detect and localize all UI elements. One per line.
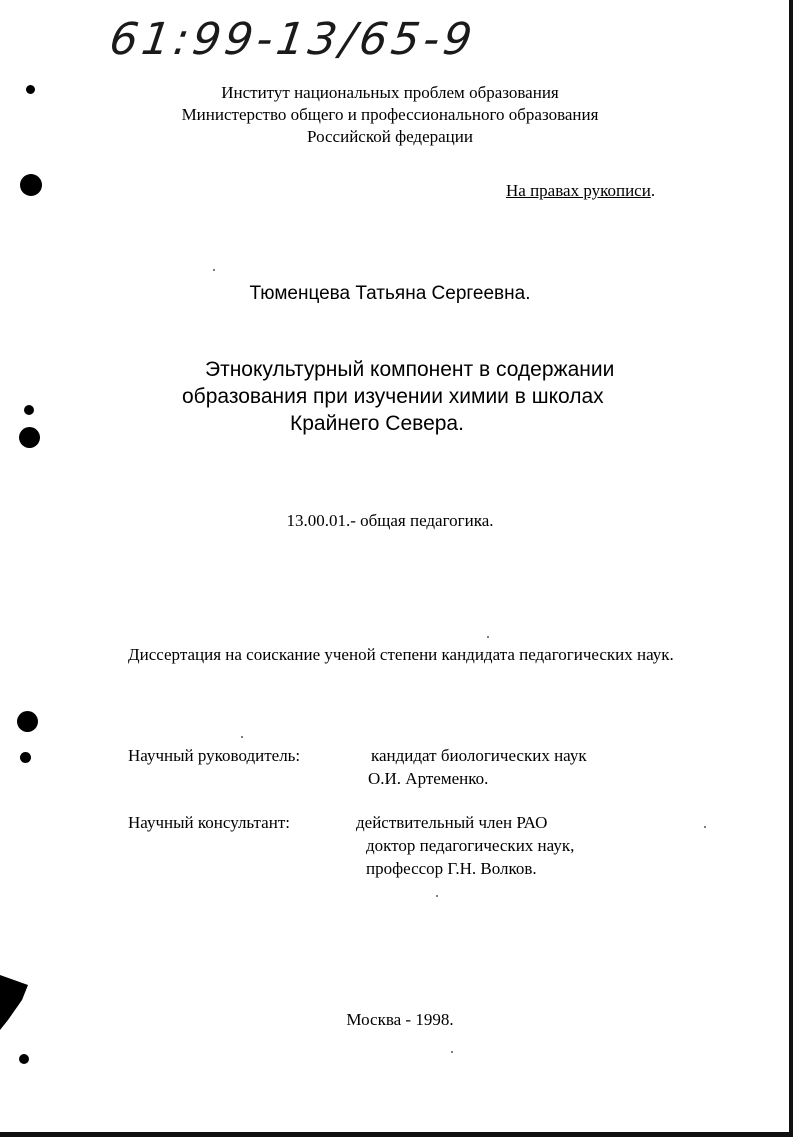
title-line: образования при изучении химии в школах: [182, 385, 604, 408]
consultant-degree: доктор педагогических наук,: [366, 836, 575, 855]
title-line: Крайнего Севера.: [290, 412, 464, 435]
author-name: Тюменцева Татьяна Сергеевна.: [249, 283, 531, 304]
consultant-title: действительный член РАО: [356, 813, 548, 832]
supervisor-name: О.И. Артеменко.: [368, 769, 489, 788]
supervisor-degree: кандидат биологических наук: [371, 746, 587, 765]
institution-header: [140, 82, 640, 148]
title-line: Этнокультурный компонент в содержании: [205, 358, 615, 381]
scan-blot: [0, 975, 28, 1030]
consultant-name: профессор Г.Н. Волков.: [366, 859, 537, 878]
binder-hole-7: [19, 1054, 29, 1064]
consultant-label: Научный консультант:: [128, 813, 290, 832]
header-line: Российской федерации: [307, 127, 473, 146]
speciality-code: 13.00.01.- общая педагогика.: [286, 511, 494, 530]
header-line: Институт национальных проблем образования: [221, 83, 559, 102]
dissertation-statement: Диссертация на соискание ученой степени кандидата педагогических наук.: [128, 645, 674, 664]
city-year: Москва - 1998.: [346, 1010, 454, 1029]
supervisor-label: Научный руководитель:: [128, 746, 301, 765]
supervisor-block: [0, 744, 793, 794]
consultant-block: [0, 811, 793, 883]
header-line: Министерство общего и профессионального образования: [181, 105, 599, 124]
manuscript-rights-label: На правах рукописи: [506, 181, 651, 200]
manuscript-rights-suffix: .: [650, 181, 656, 200]
manuscript-rights: [506, 181, 655, 201]
dissertation-title: [150, 356, 650, 437]
handwritten-catalog-number: 61:99-13/65-9: [106, 14, 479, 65]
